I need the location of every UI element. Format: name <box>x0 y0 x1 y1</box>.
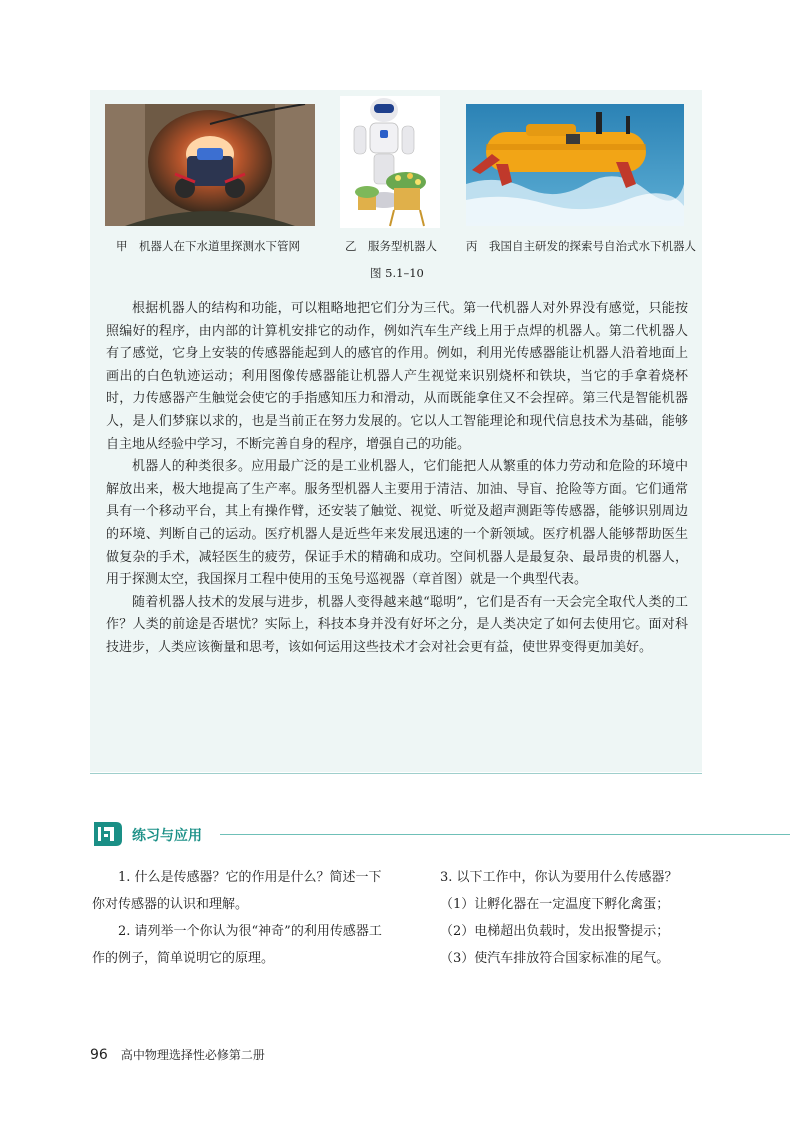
exercise-question: 1. 什么是传感器？它的作用是什么？简述一下你对传感器的认识和理解。 <box>92 870 382 912</box>
panel-divider <box>90 773 702 774</box>
figure-number: 图 5.1–10 <box>370 266 424 280</box>
exercise-left-column <box>92 864 392 972</box>
exercise-sub-item: （1）让孵化器在一定温度下孵化禽蛋； <box>440 897 670 912</box>
exercise-sub-item: （2）电梯超出负载时，发出报警提示； <box>440 924 670 939</box>
page-number: 96 <box>90 1047 108 1063</box>
body-text <box>106 298 688 660</box>
exercise-question: 3. 以下工作中，你认为要用什么传感器？ <box>440 870 678 885</box>
page-footer <box>90 1044 265 1063</box>
paragraph: 随着机器人技术的发展与进步，机器人变得越来越“聪明”，它们是否有一天会完全取代人类的工作？人类的前途是否堪忧？实际上，科技本身并没有好坏之分，是人类决定了如何去使用它。面对科技进步，人类应该衡量和思考，该如何运用这些技术才会对社会更有益，使世界变得更加美好。 <box>106 594 688 655</box>
service-robot-photo <box>340 96 440 228</box>
exercise-rule <box>220 834 790 835</box>
exercise-right-column <box>440 864 740 972</box>
paragraph: 根据机器人的结构和功能，可以粗略地把它们分为三代。第一代机器人对外界没有感觉，只能按照编好的程序，由内部的计算机安排它的动作，例如汽车生产线上用于点焊的机器人。第二代机器人有了感觉，它身上安装的传感器能起到人的感官的作用。例如，利用光传感器能让机器人沿着地面上画出的白色轨迹运动；利用图像传感器能让机器人产生视觉来识别烧杯和铁块，当它的手拿着烧杯时，力传感器产生触觉会使它的手指感知压力和滑动，从而既能拿住又不会捏碎。第三代是智能机器人，是人们梦寐以求的，也是当前正在努力发展的。它以人工智能理论和现代信息技术为基础，能够自主地从经验中学习，不断完善自身的程序，增强自己的功能。 <box>106 301 688 452</box>
figure-caption-b: 乙 服务型机器人 <box>345 239 437 253</box>
figure-caption-c: 丙 我国自主研发的探索号自治式水下机器人 <box>466 239 696 253</box>
exercise-sub-item: （3）使汽车排放符合国家标准的尾气。 <box>440 951 670 966</box>
exercise-icon <box>90 818 126 850</box>
exercise-question: 2. 请列举一个你认为很“神奇”的利用传感器工作的例子，简单说明它的原理。 <box>92 924 382 966</box>
exercise-title: 练习与应用 <box>132 828 202 844</box>
paragraph: 机器人的种类很多。应用最广泛的是工业机器人，它们能把人从繁重的体力劳动和危险的环境中解放出来，极大地提高了生产率。服务型机器人主要用于清洁、加油、导盲、抢险等方面。它们通常具有一个移动平台，其上有操作臂，还安装了触觉、视觉、听觉及超声测距等传感器，能够识别周边的环境、判断自己的运动。医疗机器人是近些年来发展迅速的一个新领域。医疗机器人能够帮助医生做复杂的手术，减轻医生的疲劳，保证手术的精确和成功。空间机器人是最复杂、最昂贵的机器人，用于探测太空，我国探月工程中使用的玉兔号巡视器（章首图）就是一个典型代表。 <box>106 459 688 588</box>
book-title: 高中物理选择性必修第二册 <box>120 1048 265 1062</box>
figure-caption-a: 甲 机器人在下水道里探测水下管网 <box>116 239 300 253</box>
underwater-robot-photo <box>466 104 684 226</box>
exercise-section-header <box>90 818 790 850</box>
sewer-robot-photo <box>105 104 315 226</box>
